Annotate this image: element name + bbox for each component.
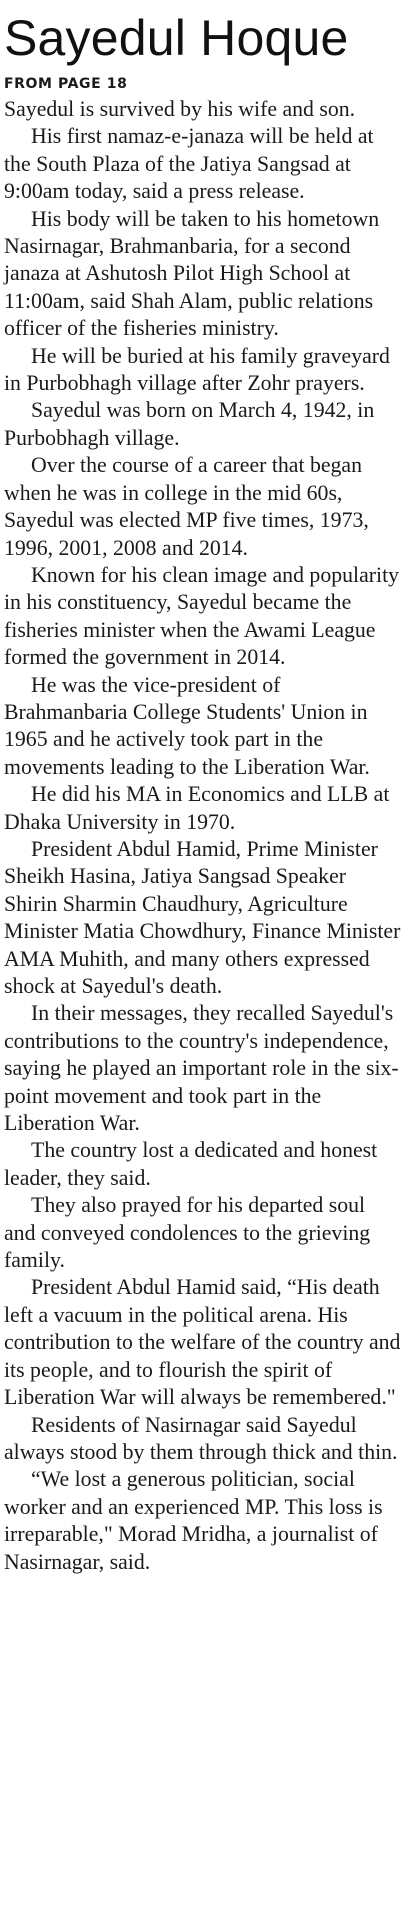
article-paragraph: His body will be taken to his hometown Nasirnagar, Brahmanbaria, for a second janaza at Ashutosh Pilot High School at 11:00am, said Shah Alam, public relations officer of the fisheries ministry. [4,206,380,341]
article-body [4,96,402,1576]
article-headline: Sayedul Hoque [4,10,349,66]
article-paragraph: His first namaz-e-janaza will be held at the South Plaza of the Jatiya Sangsad at 9:00am today, said a press release. [4,124,374,204]
article-paragraph: They also prayed for his departed soul and conveyed condolences to the grieving family. [4,1193,371,1273]
article-paragraph: Sayedul was born on March 4, 1942, in Purbobhagh village. [4,398,375,450]
continuation-line: FROM PAGE 18 [4,76,128,92]
article-paragraph: The country lost a dedicated and honest leader, they said. [4,1138,378,1190]
article-paragraph: He will be buried at his family graveyard in Purbobhagh village after Zohr prayers. [4,343,390,396]
news-article [4,0,402,1576]
article-paragraph: Sayedul is survived by his wife and son. [4,97,356,121]
article-paragraph: Over the course of a career that began when he was in college in the mid 60s, Sayedul was elected MP five times, 1973, 1996, 2001, 2008 and 2014. [4,453,369,560]
article-paragraph: He was the vice-president of Brahmanbaria College Students' Union in 1965 and he actively took part in the movements leading to the Liberation War. [4,672,370,779]
article-paragraph: President Abdul Hamid said, “His death left a vacuum in the political arena. His contribution to the welfare of the country and its people, and to flourish the spirit of Liberation War will always be remembered." [4,1275,401,1410]
article-paragraph: Known for his clean image and popularity in his constituency, Sayedul became the fisheries minister when the Awami League formed the government in 2014. [4,562,400,670]
article-paragraph: “We lost a generous politician, social worker and an experienced MP. This loss is irreparable," Morad Mridha, a journalist of Nasirnagar, said. [4,1467,383,1574]
article-paragraph: Residents of Nasirnagar said Sayedul always stood by them through thick and thin. [4,1412,398,1464]
article-paragraph: He did his MA in Economics and LLB at Dhaka University in 1970. [4,782,390,834]
article-paragraph: President Abdul Hamid, Prime Minister Sheikh Hasina, Jatiya Sangsad Speaker Shirin Sharmin Chaudhury, Agriculture Minister Matia Chowdhury, Finance Minister AMA Muhith, and many others expressed shock at Sayedul's death. [4,836,401,998]
article-paragraph: In their messages, they recalled Sayedul's contributions to the country's independence, saying he played an important role in the six-point movement and took part in the Liberation War. [4,1001,399,1136]
